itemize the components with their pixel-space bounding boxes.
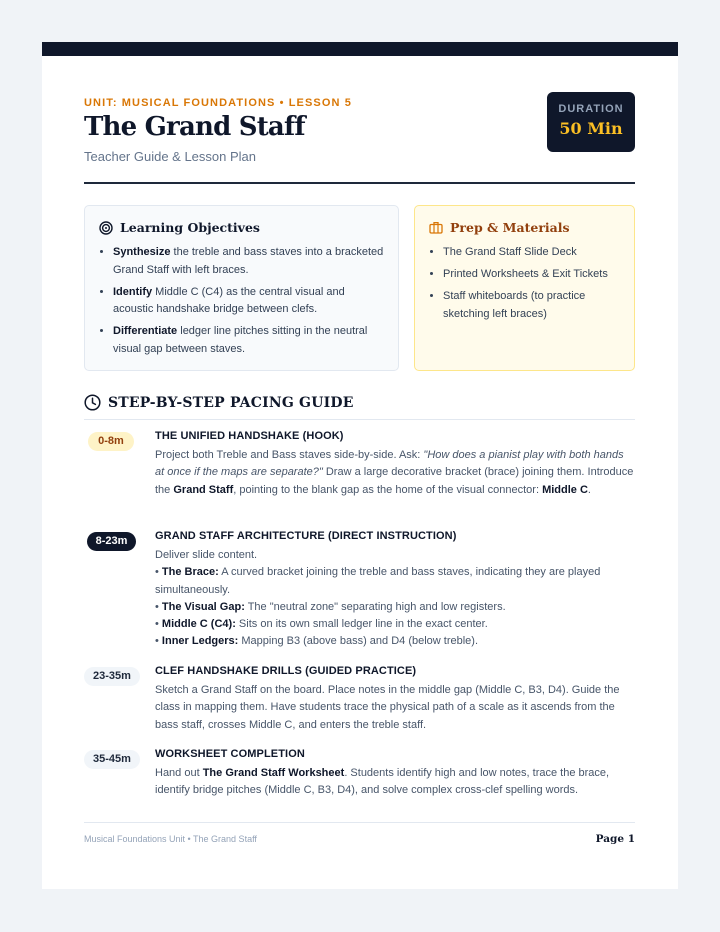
material-item: • Printed Worksheets & Exit Tickets xyxy=(443,266,620,284)
objectives-heading-text: Learning Objectives xyxy=(120,220,260,235)
unit-kicker: UNIT: MUSICAL FOUNDATIONS • LESSON 5 xyxy=(84,97,352,109)
step-description: Hand out The Grand Staff Worksheet. Students identify high and low notes, trace the brace, identify bridge pitches (Middle C, B3, D4), and solve complex cross-clef spelling words. xyxy=(155,767,610,797)
header-divider xyxy=(84,182,635,184)
objective-item xyxy=(113,284,384,319)
time-badge: 8-23m xyxy=(87,532,136,551)
prep-heading-text: Prep & Materials xyxy=(450,220,570,235)
time-badge: 35-45m xyxy=(84,750,140,769)
clock-icon xyxy=(84,394,101,411)
step-intro: Deliver slide content. xyxy=(155,549,258,561)
duration-badge xyxy=(547,92,635,152)
top-color-bar xyxy=(42,42,678,56)
pacing-heading-text: STEP-BY-STEP PACING GUIDE xyxy=(108,394,354,411)
footer-unit-label: Musical Foundations Unit • The Grand Staff xyxy=(84,834,257,844)
objective-item xyxy=(113,244,384,279)
objective-verb: Synthesize xyxy=(113,246,171,258)
page-title: The Grand Staff xyxy=(84,112,305,142)
step-bullet: • Inner Ledgers: Mapping B3 (above bass) and D4 (below treble). xyxy=(155,635,479,648)
pacing-guide-heading xyxy=(84,394,354,411)
objective-verb: Identify xyxy=(113,285,153,298)
step-title: GRAND STAFF ARCHITECTURE (DIRECT INSTRUCTION) xyxy=(155,530,457,542)
time-badge: 23-35m xyxy=(84,667,140,686)
material-item: • Staff whiteboards (to practice sketching left braces) xyxy=(443,288,620,323)
objective-text: the treble and bass staves into a bracketed Grand Staff with left braces. xyxy=(113,246,384,276)
target-icon xyxy=(99,221,113,235)
objective-text: ledger line pitches sitting in the neutral visual gap between staves. xyxy=(113,325,368,355)
step-title: THE UNIFIED HANDSHAKE (HOOK) xyxy=(155,430,344,442)
step-title: WORKSHEET COMPLETION xyxy=(155,748,305,760)
objectives-heading xyxy=(99,220,260,235)
step-bullet: • The Visual Gap: The "neutral zone" separating high and low registers. xyxy=(155,600,506,613)
step-description: Sketch a Grand Staff on the board. Place notes in the middle gap (Middle C, B3, D4). Guide the class in mapping them. Have students trace the physical path of a scale as it ascends from the bass staff, crosses Middle C, and enters the treble staff. xyxy=(155,684,620,731)
time-badge: 0-8m xyxy=(88,432,134,451)
duration-value: 50 Min xyxy=(559,119,623,138)
prep-heading xyxy=(429,220,570,235)
lesson-plan-page xyxy=(42,42,678,889)
duration-label: DURATION xyxy=(558,103,624,115)
material-item: • The Grand Staff Slide Deck xyxy=(443,244,620,262)
objective-item xyxy=(113,323,384,358)
page-number: Page 1 xyxy=(595,833,635,845)
step-bullet: • Middle C (C4): Sits on its own small ledger line in the exact center. xyxy=(155,618,488,631)
footer-divider xyxy=(84,822,635,823)
step-bullet: • The Brace: A curved bracket joining the treble and bass staves, indicating they are played simultaneously. xyxy=(155,566,601,596)
objective-text: Middle C (C4) as the central visual and acoustic handshake bridge between clefs. xyxy=(113,285,345,315)
objective-verb: Differentiate xyxy=(113,325,178,337)
pacing-divider xyxy=(84,419,635,420)
prep-materials-card xyxy=(414,205,635,371)
learning-objectives-card xyxy=(84,205,399,371)
objectives-list xyxy=(99,244,398,363)
step-title: CLEF HANDSHAKE DRILLS (GUIDED PRACTICE) xyxy=(155,665,417,677)
briefcase-icon xyxy=(429,221,443,234)
step-description xyxy=(155,547,635,651)
page-subtitle: Teacher Guide & Lesson Plan xyxy=(84,149,256,164)
materials-list xyxy=(429,244,634,328)
step-description: Project both Treble and Bass staves side-by-side. Ask: "How does a pianist play with both hands at once if the maps are separate?" Draw a large decorative bracket (brace) joining them. Introduce the Grand Staff, pointing to the blank gap as the home of the visual connector: Middle C. xyxy=(155,449,634,496)
